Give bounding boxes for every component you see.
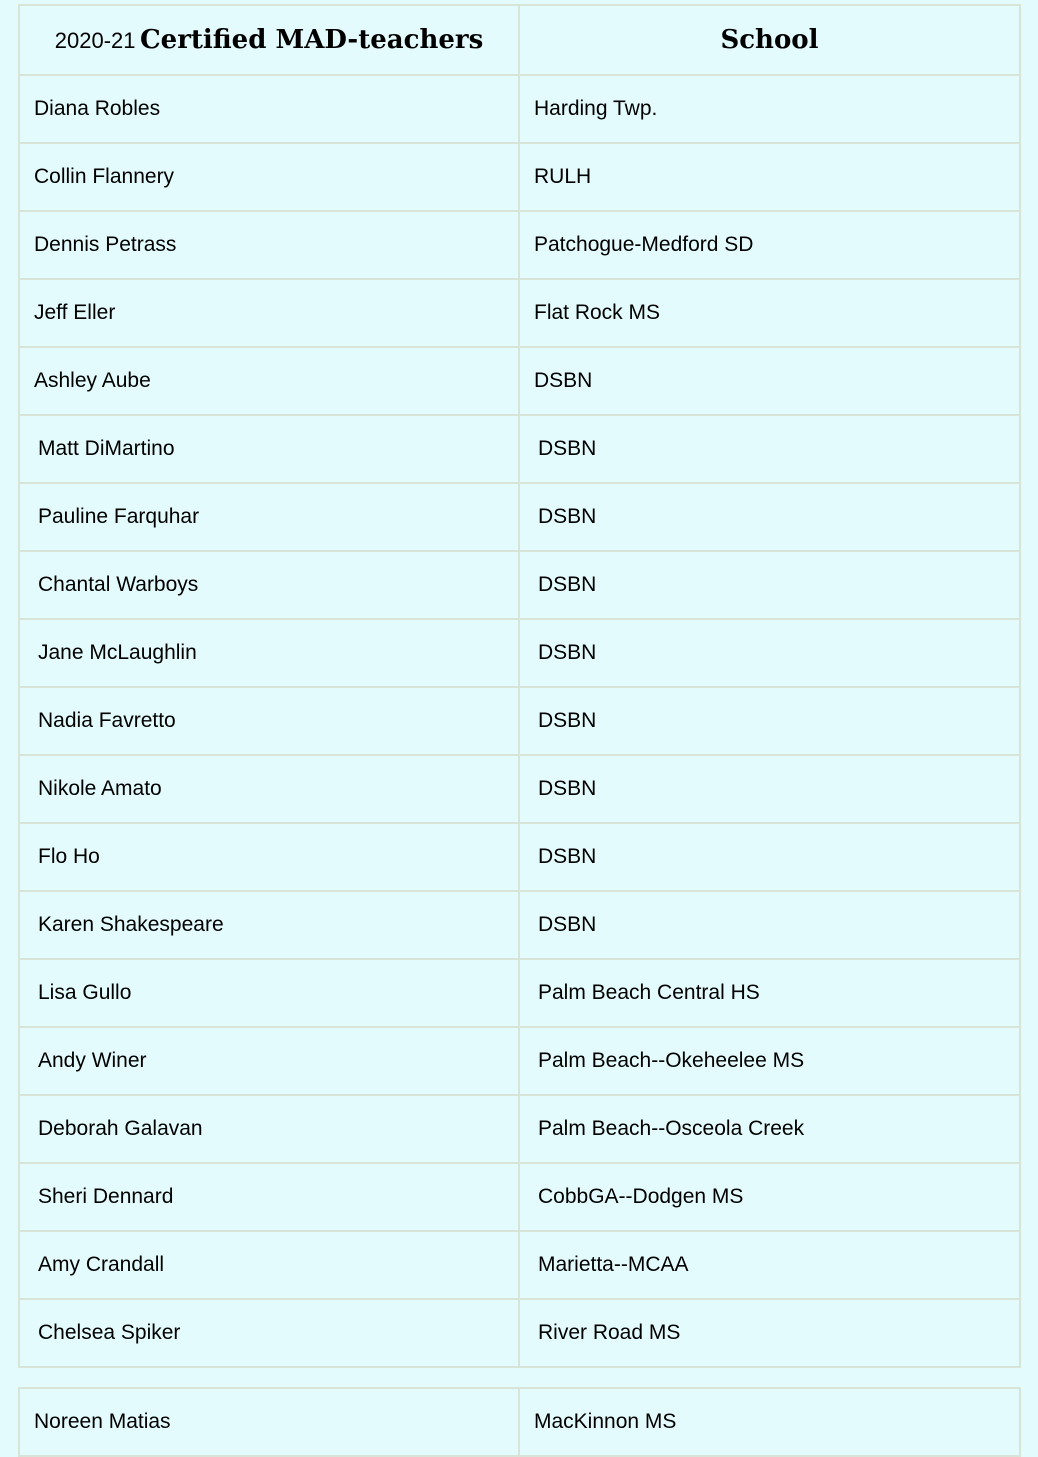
teachers-table [18, 4, 1021, 1368]
teacher-name: Pauline Farquhar [19, 483, 519, 551]
school-name: Patchogue-Medford SD [519, 211, 1020, 279]
table-row [19, 1163, 1020, 1231]
teacher-name: Dennis Petrass [19, 211, 519, 279]
table-row [19, 891, 1020, 959]
teacher-name: Chelsea Spiker [19, 1299, 519, 1367]
school-name: DSBN [519, 619, 1020, 687]
teacher-name: Flo Ho [19, 823, 519, 891]
school-name: Palm Beach--Osceola Creek [519, 1095, 1020, 1163]
table-row [19, 755, 1020, 823]
school-name: RULH [519, 143, 1020, 211]
school-name: DSBN [519, 687, 1020, 755]
school-name: DSBN [519, 755, 1020, 823]
teachers-table-continued [18, 1387, 1021, 1457]
teacher-name: Nikole Amato [19, 755, 519, 823]
school-name: Palm Beach Central HS [519, 959, 1020, 1027]
teacher-name: Jane McLaughlin [19, 619, 519, 687]
header-row [19, 5, 1020, 75]
table-row [19, 959, 1020, 1027]
school-name: DSBN [519, 483, 1020, 551]
school-column-header [519, 5, 1020, 75]
teacher-name: Collin Flannery [19, 143, 519, 211]
table-row [19, 483, 1020, 551]
table-row [19, 619, 1020, 687]
table-row [19, 551, 1020, 619]
table-row [19, 347, 1020, 415]
school-name: Flat Rock MS [519, 279, 1020, 347]
table-row [19, 1231, 1020, 1299]
school-name: Palm Beach--Okeheelee MS [519, 1027, 1020, 1095]
school-name: DSBN [519, 823, 1020, 891]
school-name: DSBN [519, 551, 1020, 619]
table-row [19, 211, 1020, 279]
teacher-name: Noreen Matias [19, 1388, 519, 1456]
teacher-name: Nadia Favretto [19, 687, 519, 755]
teacher-name: Jeff Eller [19, 279, 519, 347]
teacher-name: Ashley Aube [19, 347, 519, 415]
table-row [19, 1027, 1020, 1095]
table-row [19, 1299, 1020, 1367]
table-row [19, 143, 1020, 211]
table-row [19, 1095, 1020, 1163]
teacher-name: Matt DiMartino [19, 415, 519, 483]
teacher-name: Andy Winer [19, 1027, 519, 1095]
header-title: Certified MAD-teachers [139, 25, 484, 55]
table-row [19, 687, 1020, 755]
school-name: DSBN [519, 891, 1020, 959]
teacher-name: Sheri Dennard [19, 1163, 519, 1231]
teacher-name: Amy Crandall [19, 1231, 519, 1299]
header-year: 2020-21 [54, 28, 136, 53]
school-name: CobbGA--Dodgen MS [519, 1163, 1020, 1231]
teacher-name: Lisa Gullo [19, 959, 519, 1027]
school-name: Marietta--MCAA [519, 1231, 1020, 1299]
school-name: Harding Twp. [519, 75, 1020, 143]
teacher-name: Deborah Galavan [19, 1095, 519, 1163]
school-name: River Road MS [519, 1299, 1020, 1367]
school-name: DSBN [519, 347, 1020, 415]
table-row [19, 1388, 1020, 1456]
table-row [19, 279, 1020, 347]
teacher-column-header [19, 5, 519, 75]
table-row [19, 415, 1020, 483]
teacher-name: Chantal Warboys [19, 551, 519, 619]
school-name: DSBN [519, 415, 1020, 483]
table-row [19, 75, 1020, 143]
school-name: MacKinnon MS [519, 1388, 1020, 1456]
teacher-name: Diana Robles [19, 75, 519, 143]
school-header-label: School [720, 25, 819, 55]
table-row [19, 823, 1020, 891]
teacher-name: Karen Shakespeare [19, 891, 519, 959]
